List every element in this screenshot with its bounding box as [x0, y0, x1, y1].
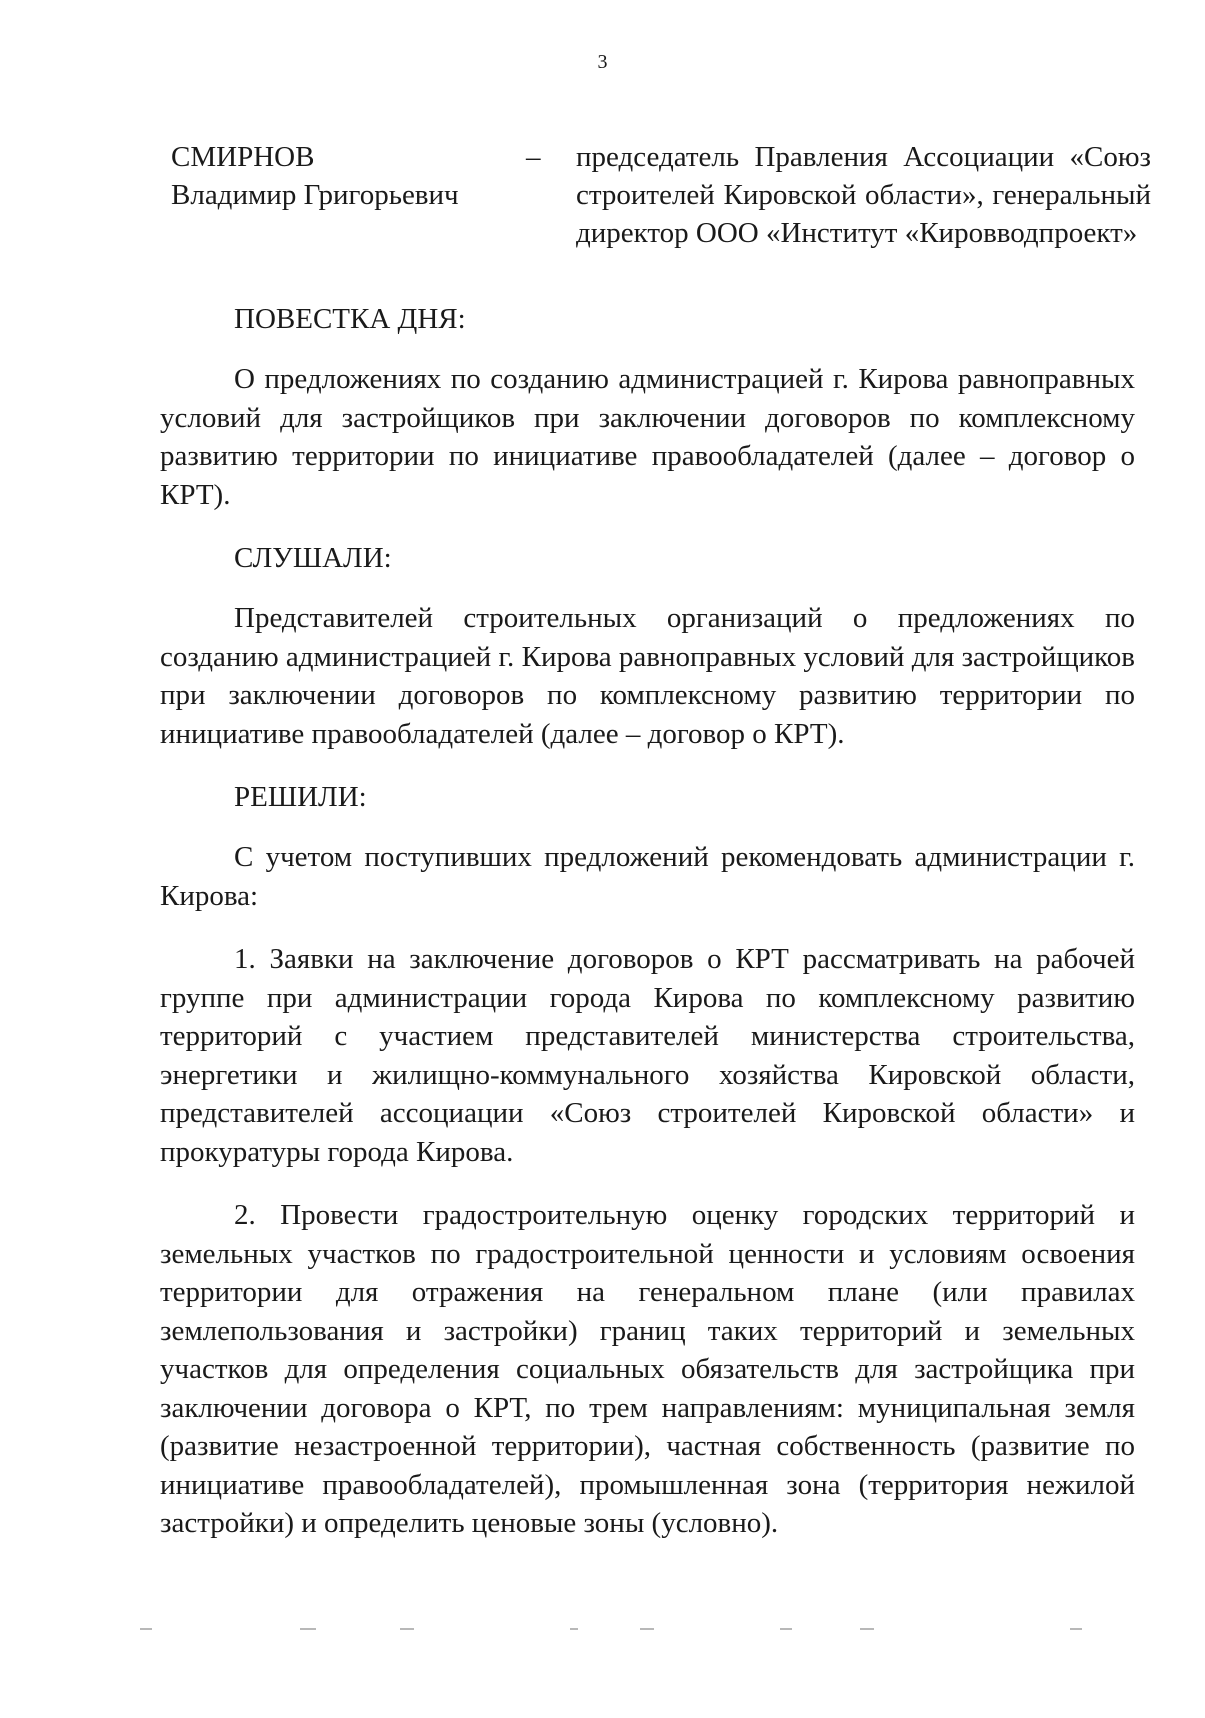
signer-block — [171, 138, 1151, 278]
scan-speck — [300, 1628, 316, 1630]
minutes-body — [160, 300, 1135, 1543]
agenda-text: О предложениях по созданию администрацией г. Кирова равноправных условий для застройщиков при заключении договоров по комплексному развитию территории по инициативе правообладателей (далее – договор о КРТ). — [160, 363, 1135, 511]
page-number: 3 — [597, 51, 608, 73]
signer-dash: – — [526, 141, 541, 173]
signer-role: председатель Правления Ассоциации «Союз строителей Кировской области», генеральный директор ООО «Институт «Кировводпроект» — [576, 141, 1151, 249]
decision-item-2: 2. Провести градостроительную оценку городских территорий и земельных участков по градостроительной ценности и условиям освоения территории для отражения на генеральном плане (или правилах землепользования и застройки) границ таких территорий и земельных участков для определения социальных обязательств для застройщика при заключении договора о КРТ, по трем направлениям: муниципальная земля (развитие незастроенной территории), частная собственность (развитие по инициативе правообладателей), промышленная зона (территория нежилой застройки) и определить ценовые зоны (условно). — [160, 1199, 1135, 1539]
heard-text: Представителей строительных организаций о предложениях по созданию администрацией г. Кирова равноправных условий для застройщиков при заключении договоров по комплексному развитию территории по инициативе правообладателей (далее – договор о КРТ). — [160, 602, 1135, 750]
decided-heading: РЕШИЛИ: — [234, 781, 367, 813]
decision-item-1: 1. Заявки на заключение договоров о КРТ рассматривать на рабочей группе при администрации города Кирова по комплексному развитию территорий с участием представителей министерства строительства, энергетики и жилищно-коммунального хозяйства Кировской области, представителей ассоциации «Союз строителей Кировской области» и прокуратуры города Кирова. — [160, 943, 1135, 1168]
scan-speck — [140, 1628, 152, 1630]
scan-speck — [860, 1628, 874, 1630]
scan-speck — [400, 1628, 414, 1630]
scan-speck — [640, 1628, 654, 1630]
signer-surname: СМИРНОВ — [171, 141, 315, 173]
agenda-heading: ПОВЕСТКА ДНЯ: — [234, 303, 466, 335]
scan-speck — [780, 1628, 792, 1630]
signer-name — [171, 138, 501, 214]
scan-speck — [570, 1628, 578, 1630]
heard-heading: СЛУШАЛИ: — [234, 542, 392, 574]
signer-given-names: Владимир Григорьевич — [171, 179, 459, 211]
scan-speck — [1070, 1628, 1082, 1630]
decided-intro: С учетом поступивших предложений рекомендовать администрации г. Кирова: — [160, 841, 1135, 912]
